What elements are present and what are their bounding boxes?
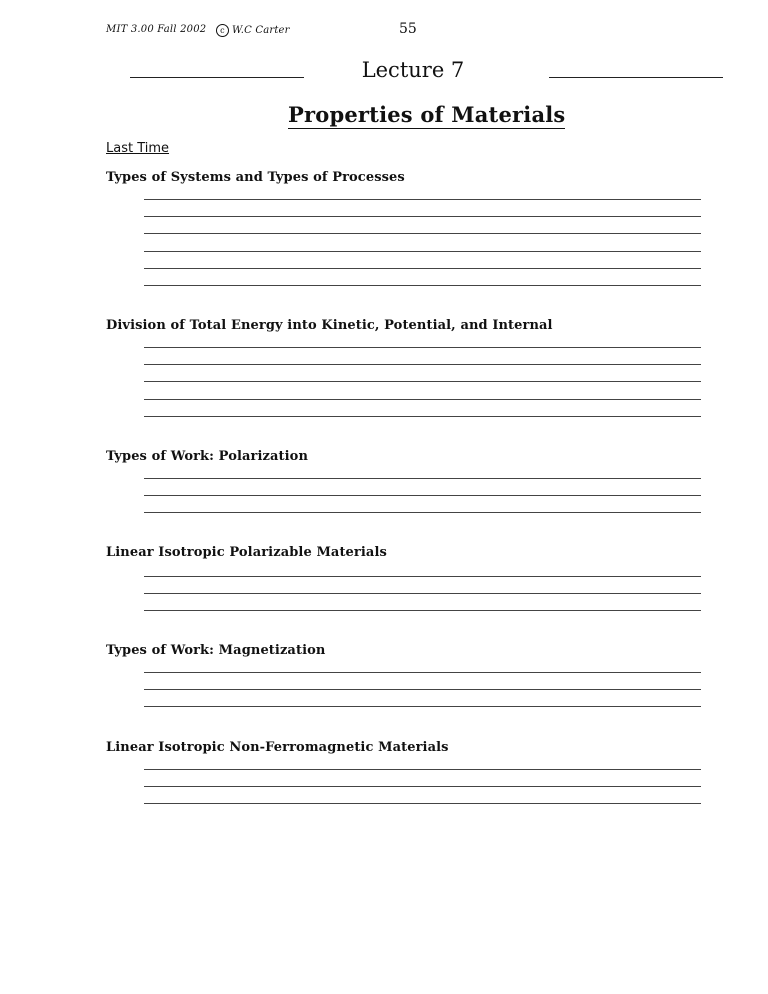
section-title: Linear Isotropic Non-Ferromagnetic Materials: [106, 740, 449, 755]
note-line: [144, 216, 701, 217]
last-time-heading: Last Time: [106, 141, 170, 156]
note-line: [144, 199, 701, 200]
note-line: [144, 268, 701, 269]
note-line: [144, 285, 701, 286]
author-name: W.C Carter: [232, 25, 290, 36]
page-number: 55: [399, 21, 417, 37]
note-line: [144, 364, 701, 365]
copyright-icon: c: [216, 24, 229, 37]
note-line: [144, 495, 701, 496]
note-line: [144, 347, 701, 348]
note-line: [144, 381, 701, 382]
lecture-label: Lecture 7: [361, 58, 465, 82]
note-line: [144, 689, 701, 690]
note-line: [144, 610, 701, 611]
page-title: Properties of Materials: [288, 102, 566, 127]
note-line: [144, 478, 701, 479]
note-line: [144, 416, 701, 417]
note-line: [144, 803, 701, 804]
note-line: [144, 576, 701, 577]
header-course: MIT 3.00 Fall 2002: [106, 24, 207, 35]
note-line: [144, 769, 701, 770]
section-title: Types of Work: Polarization: [106, 449, 309, 464]
section-title: Division of Total Energy into Kinetic, Potential, and Internal: [106, 318, 553, 333]
note-line: [144, 512, 701, 513]
note-line: [144, 233, 701, 234]
note-line: [144, 251, 701, 252]
note-line: [144, 786, 701, 787]
section-title: Linear Isotropic Polarizable Materials: [106, 545, 387, 560]
note-line: [144, 706, 701, 707]
section-title: Types of Work: Magnetization: [106, 643, 326, 658]
section-title: Types of Systems and Types of Processes: [106, 170, 405, 185]
lecture-rule-right: [549, 77, 723, 78]
note-line: [144, 672, 701, 673]
note-line: [144, 399, 701, 400]
note-line: [144, 593, 701, 594]
header-author: [216, 24, 290, 37]
